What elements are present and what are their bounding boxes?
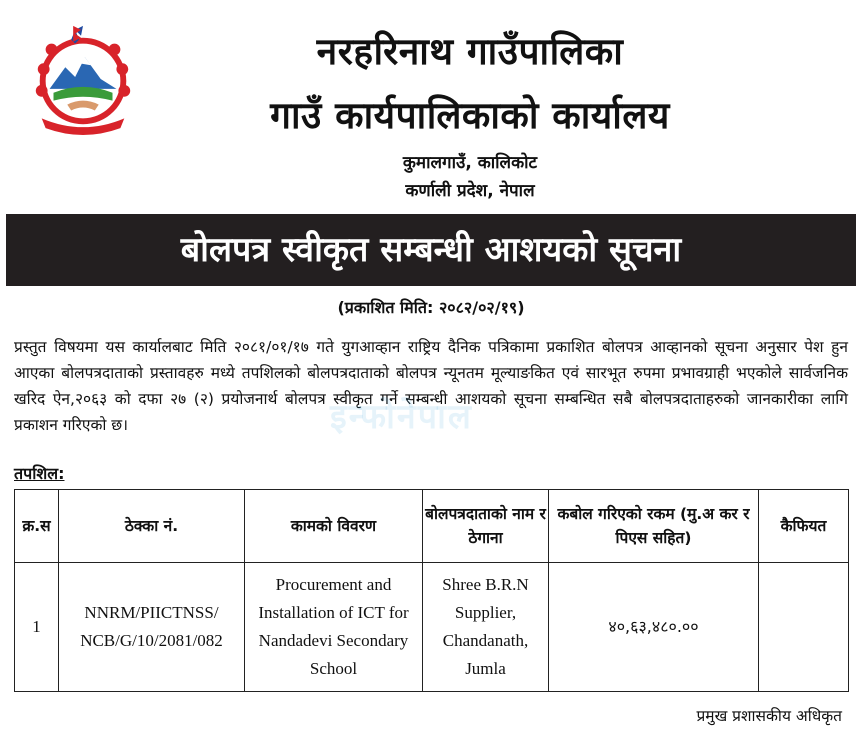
notice-title-banner: बोलपत्र स्वीकृत सम्बन्धी आशयको सूचना [6, 214, 856, 286]
header-bidder: बोलपत्रदाताको नाम र ठेगाना [423, 490, 549, 563]
table-header-row [15, 490, 849, 563]
cell-contract-no: NNRM/PIICTNSS/ NCB/G/10/2081/082 [59, 563, 245, 692]
address-line-1: कुमालगाउँ, कालिकोट [402, 153, 538, 173]
signature-title: प्रमुख प्रशासकीय अधिकृत [696, 707, 842, 725]
office-name: गाउँ कार्यपालिकाको कार्यालय [270, 94, 670, 137]
cell-remarks [759, 563, 849, 692]
published-date: (प्रकाशित मिति: २०८२/०२/१९) [337, 298, 525, 317]
cell-amount: ४०,६३,४८०.०० [549, 563, 759, 692]
header-amount: कबोल गरिएको रकम (मु.अ कर र पिएस सहित) [549, 490, 759, 563]
cell-description: Procurement and Installation of ICT for Nandadevi Secondary School [245, 563, 423, 692]
nepal-emblem-icon [24, 20, 142, 138]
municipality-name: नरहरिनाथ गाउँपालिका [316, 30, 624, 73]
bid-table [14, 489, 849, 692]
schedule-label: तपशिल: [14, 464, 65, 483]
address-line-2: कर्णाली प्रदेश, नेपाल [405, 181, 535, 201]
header-contract-no: ठेक्का नं. [59, 490, 245, 563]
table-row [15, 563, 849, 692]
cell-bidder: Shree B.R.N Supplier, Chandanath, Jumla [423, 563, 549, 692]
notice-body: प्रस्तुत विषयमा यस कार्यालबाट मिति २०८१/०१/१७ गते युगआव्हान राष्ट्रिय दैनिक पत्रिकामा प्रकाशित बोलपत्र आव्हानको सूचना अनुसार पेश हुन आएका बोलपत्रदाताको प्रस्तावहरु मध्ये तपशिलको बोलपत्रदाताको बोलपत्र न्यूनतम मूल्याङकित एवं सारभूत रुपमा प्रभावग्राही भएकोले सार्वजनिक खरिद ऐन,२०६३ को दफा २७ (२) प्रयोजनार्थ बोलपत्र स्वीकृत गर्ने सम्बन्धी आशयको सूचना सम्बन्धित सबै बोलपत्रदाताहरुको जानकारीका लागि प्रकाशन गरिएको छ। [14, 338, 848, 434]
header-remarks: कैफियत [759, 490, 849, 563]
header-sn: क्र.स [15, 490, 59, 563]
cell-sn: 1 [15, 563, 59, 692]
watermark: इन्फोनेपाल [330, 397, 473, 437]
header-description: कामको विवरण [245, 490, 423, 563]
